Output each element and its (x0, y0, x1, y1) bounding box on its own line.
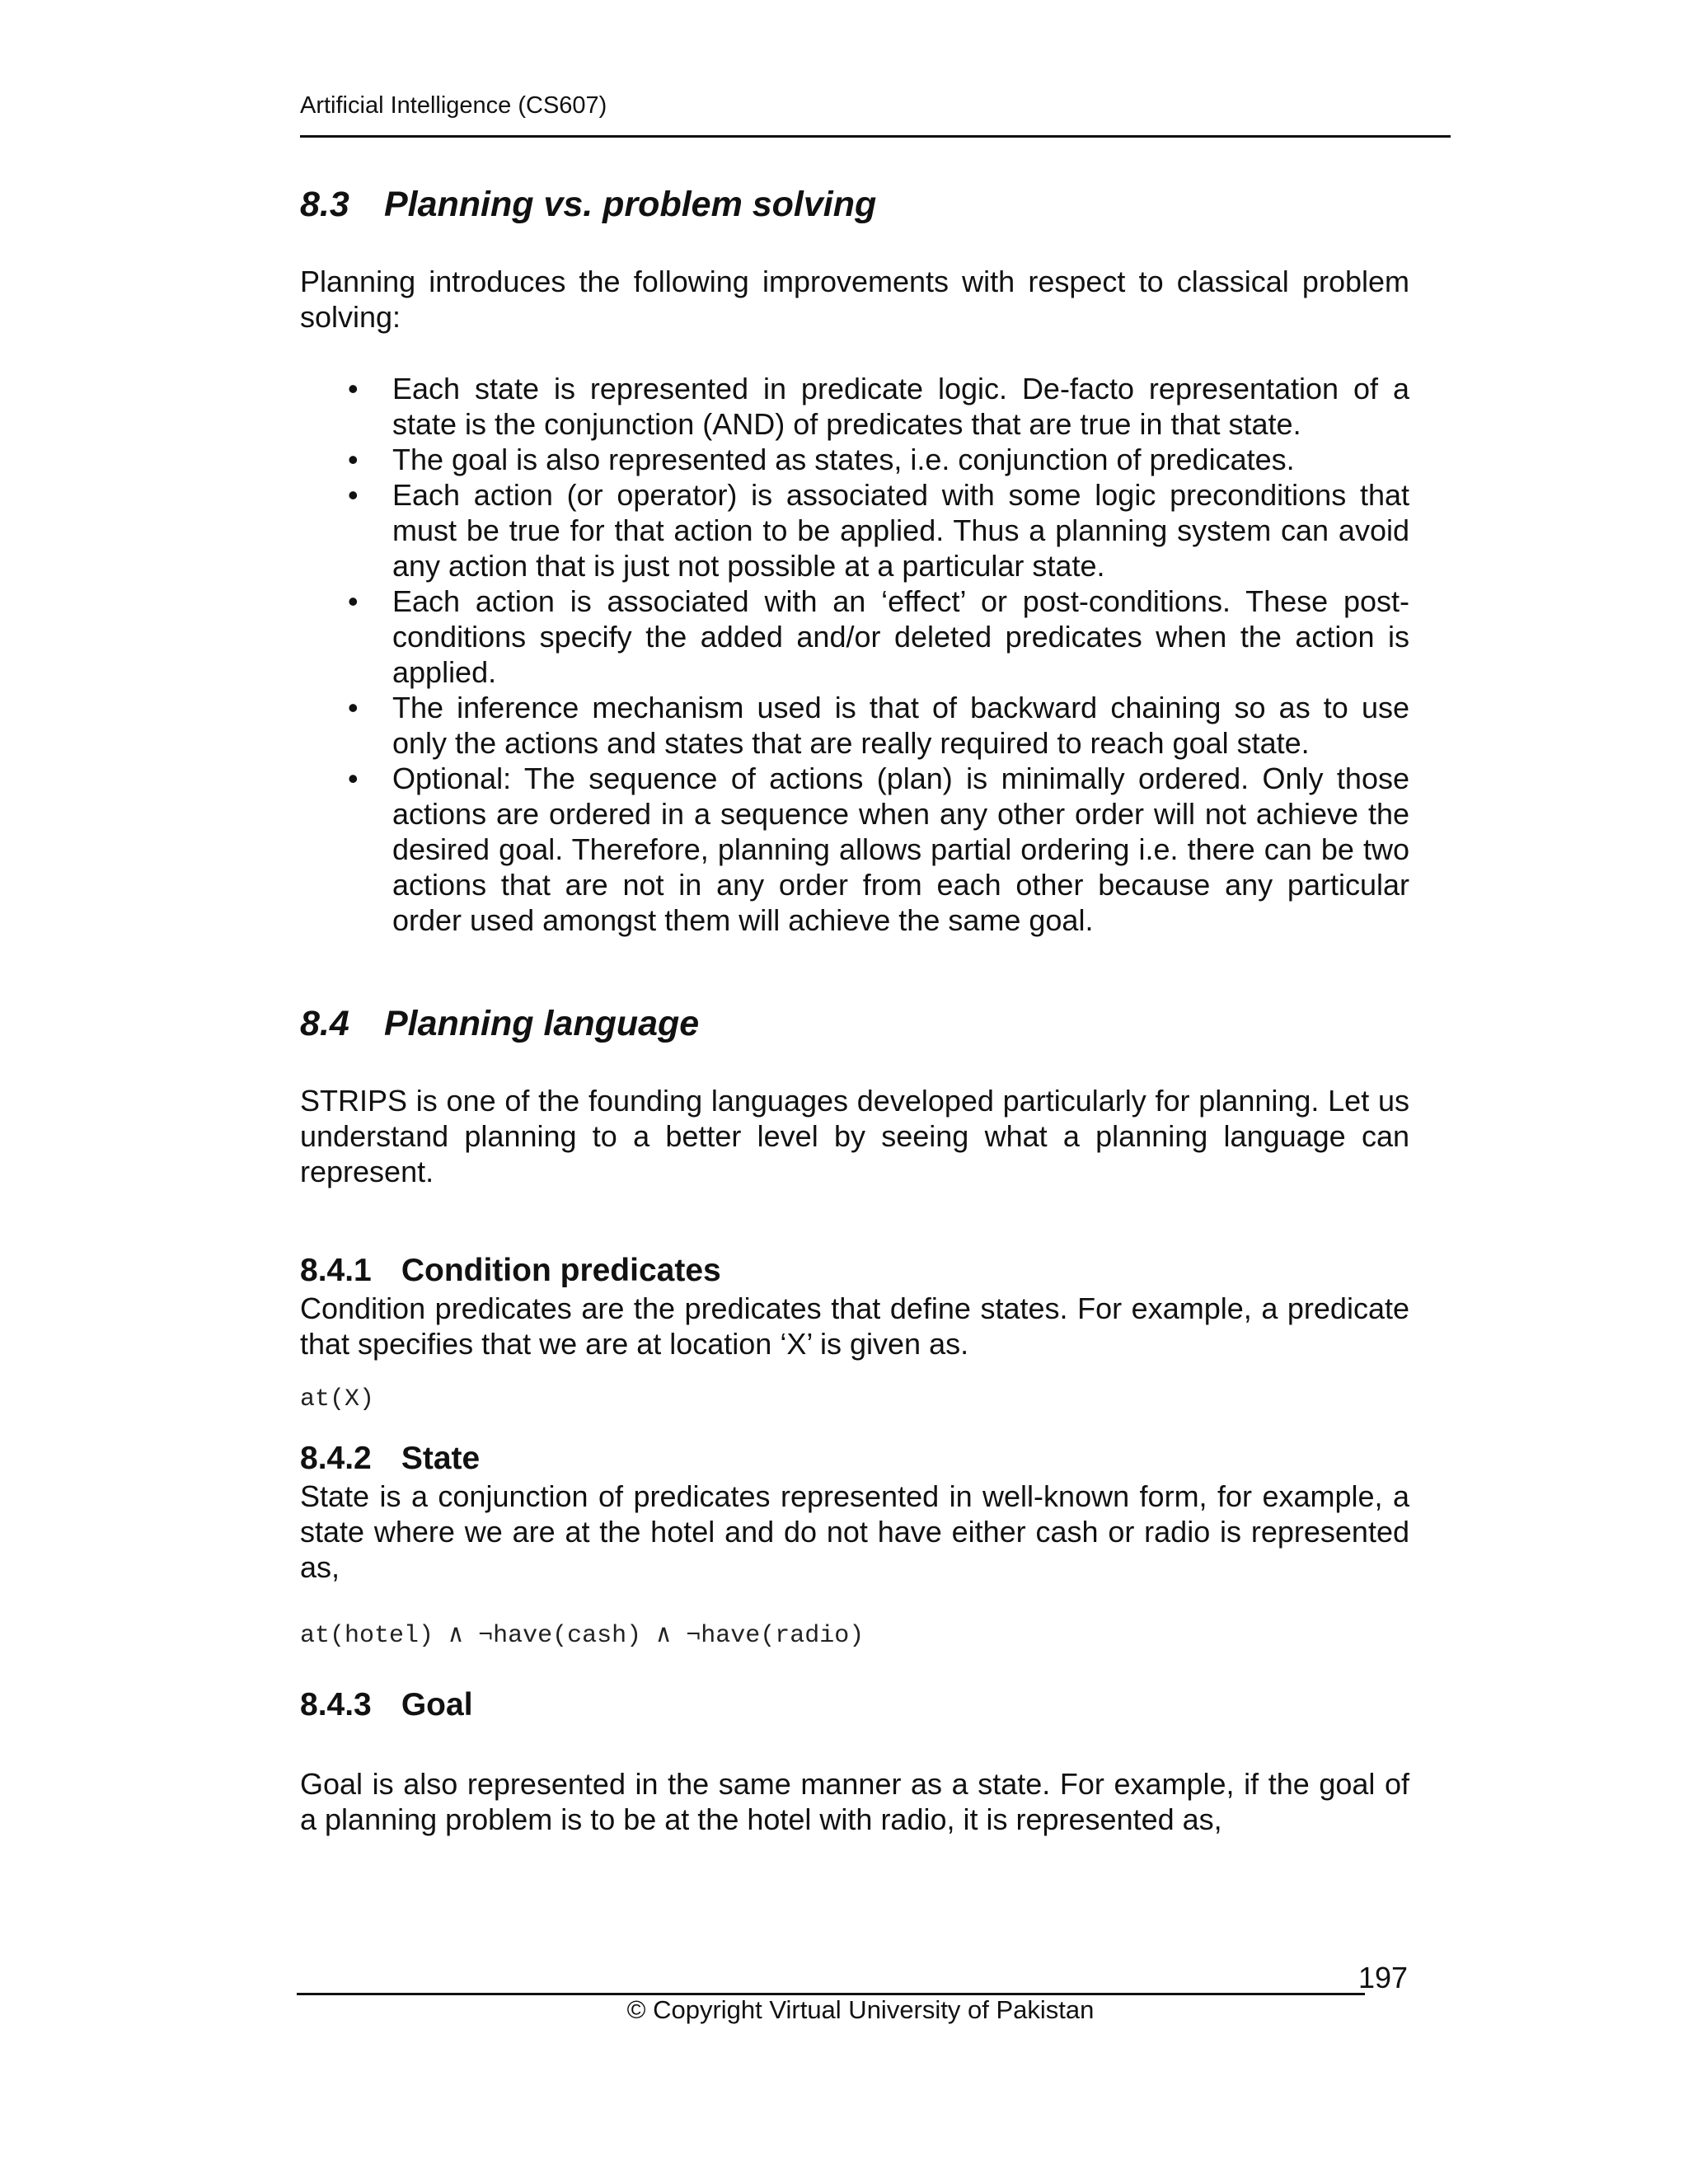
bullet-icon: • (348, 372, 359, 405)
section-number: 8.4.1 (300, 1253, 372, 1288)
section-8-3-intro: Planning introduces the following improvements with respect to classical problem solving: (300, 265, 1409, 334)
list-item: • The inference mechanism used is that of backward chaining so as to use only the actions and states that are really required to reach goal state. (348, 691, 1409, 760)
section-8-4-2-heading (300, 1439, 1409, 1479)
section-8-3-heading (300, 183, 1409, 226)
list-item: • Each state is represented in predicate logic. De-facto representation of a state is the conjunction (AND) of predicates that are true in that state. (348, 372, 1409, 441)
code-state: at(hotel) ∧ ¬have(cash) ∧ ¬have(radio) (300, 1622, 865, 1650)
list-item: • The goal is also represented as states, i.e. conjunction of predicates. (348, 443, 1295, 476)
section-8-4-1-body: Condition predicates are the predicates that define states. For example, a predicate that specifies that we are at location ‘X’ is given as. (300, 1291, 1409, 1361)
section-number: 8.4.3 (300, 1687, 372, 1722)
header-rule (300, 135, 1451, 138)
page-content (300, 183, 1409, 1837)
list-item: • Optional: The sequence of actions (plan) is minimally ordered. Only those actions are ordered in a sequence when any other order will not achieve the desired goal. Therefore, planning allows partial ordering i.e. there can be two actions that are not in any order from each other because any particular order used amongst them will achieve the same goal. (348, 762, 1409, 937)
bullet-icon: • (348, 762, 359, 795)
page-header: Artificial Intelligence (CS607) (300, 92, 607, 119)
section-number: 8.4 (300, 1004, 349, 1043)
bullet-icon: • (348, 584, 359, 618)
bullet-icon: • (348, 691, 359, 724)
section-8-4-1-heading (300, 1251, 1409, 1291)
bullet-icon: • (348, 443, 359, 476)
section-title: State (401, 1441, 481, 1476)
code-at-x: at(X) (300, 1385, 375, 1413)
bullet-icon: • (348, 478, 359, 512)
list-item: • Each action (or operator) is associated with some logic preconditions that must be true for that action to be applied. Thus a planning system can avoid any action that is just not possible at a particular state. (348, 478, 1409, 583)
section-8-4-3-heading (300, 1685, 1409, 1725)
page-number: 197 (1358, 1961, 1409, 1994)
section-title: Condition predicates (401, 1253, 721, 1288)
improvements-list (300, 371, 1409, 938)
copyright-notice: © Copyright Virtual University of Pakistan (626, 1995, 1095, 2024)
section-number: 8.4.2 (300, 1441, 372, 1476)
section-title: Planning vs. problem solving (383, 185, 877, 224)
list-item: • Each action is associated with an ‘effect’ or post-conditions. These post-conditions specify the added and/or deleted predicates when the action is applied. (348, 584, 1409, 689)
section-8-4-heading (300, 1002, 1409, 1045)
section-title: Planning language (383, 1004, 700, 1043)
section-title: Goal (401, 1687, 473, 1722)
section-8-4-3-body: Goal is also represented in the same manner as a state. For example, if the goal of a planning problem is to be at the hotel with radio, it is represented as, (300, 1767, 1409, 1836)
section-8-4-intro: STRIPS is one of the founding languages developed particularly for planning. Let us understand planning to a better level by seeing what a planning language can represent. (300, 1084, 1409, 1188)
section-8-4-2-body: State is a conjunction of predicates represented in well-known form, for example, a state where we are at the hotel and do not have either cash or radio is represented as, (300, 1479, 1409, 1584)
section-number: 8.3 (300, 185, 349, 224)
